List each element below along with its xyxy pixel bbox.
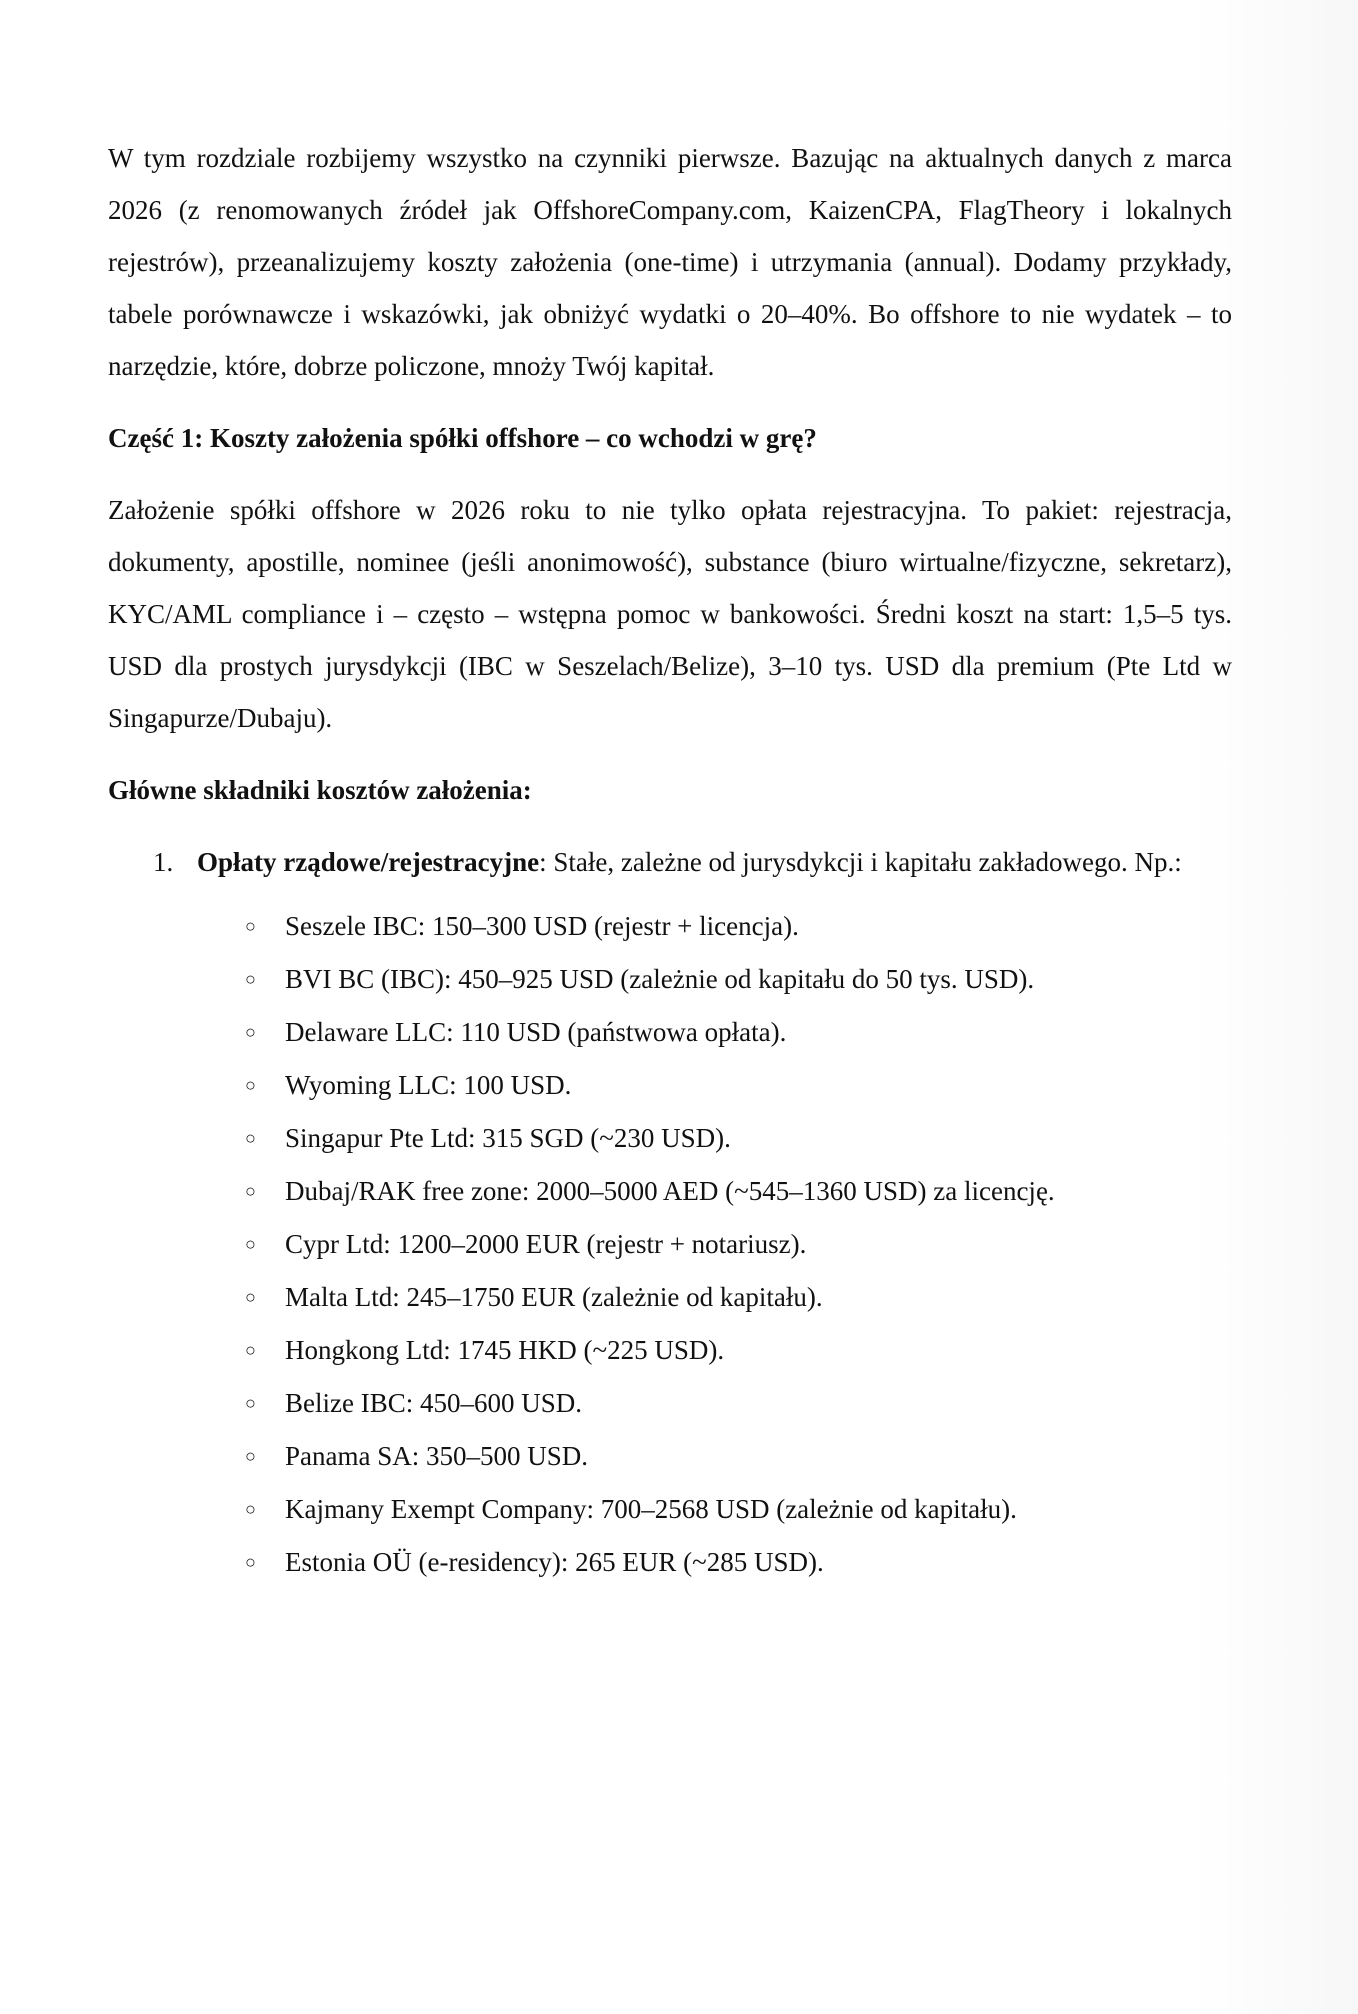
list-item: ○ Panama SA: 350–500 USD. [197, 1430, 1232, 1483]
list-item: ○ Malta Ltd: 245–1750 EUR (zależnie od kapitału). [197, 1271, 1232, 1324]
list-item: ○ BVI BC (IBC): 450–925 USD (zależnie od kapitału do 50 tys. USD). [197, 953, 1232, 1006]
list-item: ○ Delaware LLC: 110 USD (państwowa opłata). [197, 1006, 1232, 1059]
list-item: ○ Cypr Ltd: 1200–2000 EUR (rejestr + notariusz). [197, 1218, 1232, 1271]
circle-bullet-icon: ○ [245, 1499, 256, 1519]
list-item-text [197, 836, 1232, 888]
list-item: ○ Singapur Pte Ltd: 315 SGD (~230 USD). [197, 1112, 1232, 1165]
circle-bullet-icon: ○ [245, 1340, 256, 1360]
circle-bullet-icon: ○ [245, 1287, 256, 1307]
intro-paragraph: W tym rozdziale rozbijemy wszystko na czynniki pierwsze. Bazując na aktualnych danych z marca 2026 (z renomowanych źródeł jak OffshoreCompany.com, KaizenCPA, FlagTheory i lokalnych rejestrów), przeanalizujemy koszty założenia (one-time) i utrzymania (annual). Dodamy przykłady, tabele porównawcze i wskazówki, jak obniżyć wydatki o 20–40%. Bo offshore to nie wydatek – to narzędzie, które, dobrze policzone, mnoży Twój kapitał. [108, 143, 1232, 381]
section-heading: Część 1: Koszty założenia spółki offshore – co wchodzi w grę? [108, 423, 817, 453]
circle-bullet-icon: ○ [245, 1022, 256, 1042]
list-item: ○ Dubaj/RAK free zone: 2000–5000 AED (~545–1360 USD) za licencję. [197, 1165, 1232, 1218]
list-item: ○ Seszele IBC: 150–300 USD (rejestr + licencja). [197, 900, 1232, 953]
list-number: 1. [153, 847, 174, 877]
circle-bullet-icon: ○ [245, 916, 256, 936]
cost-components-heading: Główne składniki kosztów założenia: [108, 775, 532, 805]
cost-components-list [108, 836, 1232, 1589]
circle-bullet-icon: ○ [245, 1075, 256, 1095]
circle-bullet-icon: ○ [245, 1181, 256, 1201]
list-item-title: Opłaty rządowe/rejestracyjne [197, 847, 540, 877]
circle-bullet-icon: ○ [245, 1128, 256, 1148]
list-item: ○ Hongkong Ltd: 1745 HKD (~225 USD). [197, 1324, 1232, 1377]
circle-bullet-icon: ○ [245, 1446, 256, 1466]
circle-bullet-icon: ○ [245, 1552, 256, 1572]
circle-bullet-icon: ○ [245, 1393, 256, 1413]
list-item-government-fees [108, 836, 1232, 1589]
circle-bullet-icon: ○ [245, 969, 256, 989]
list-item: ○ Kajmany Exempt Company: 700–2568 USD (zależnie od kapitału). [197, 1483, 1232, 1536]
list-item: ○ Wyoming LLC: 100 USD. [197, 1059, 1232, 1112]
list-item: ○ Belize IBC: 450–600 USD. [197, 1377, 1232, 1430]
document-page [108, 132, 1232, 1589]
list-item: ○ Estonia OÜ (e-residency): 265 EUR (~285 USD). [197, 1536, 1232, 1589]
section-body-paragraph: Założenie spółki offshore w 2026 roku to nie tylko opłata rejestracyjna. To pakiet: rejestracja, dokumenty, apostille, nominee (jeśli anonimowość), substance (biuro wirtualne/fizyczne, sekretarz), KYC/AML compliance i – często – wstępna pomoc w bankowości. Średni koszt na start: 1,5–5 tys. USD dla prostych jurysdykcji (IBC w Seszelach/Belize), 3–10 tys. USD dla premium (Pte Ltd w Singapurze/Dubaju). [108, 495, 1232, 733]
jurisdiction-fee-list [197, 900, 1232, 1589]
list-item-description: : Stałe, zależne od jurysdykcji i kapitału zakładowego. Np.: [539, 847, 1182, 877]
circle-bullet-icon: ○ [245, 1234, 256, 1254]
